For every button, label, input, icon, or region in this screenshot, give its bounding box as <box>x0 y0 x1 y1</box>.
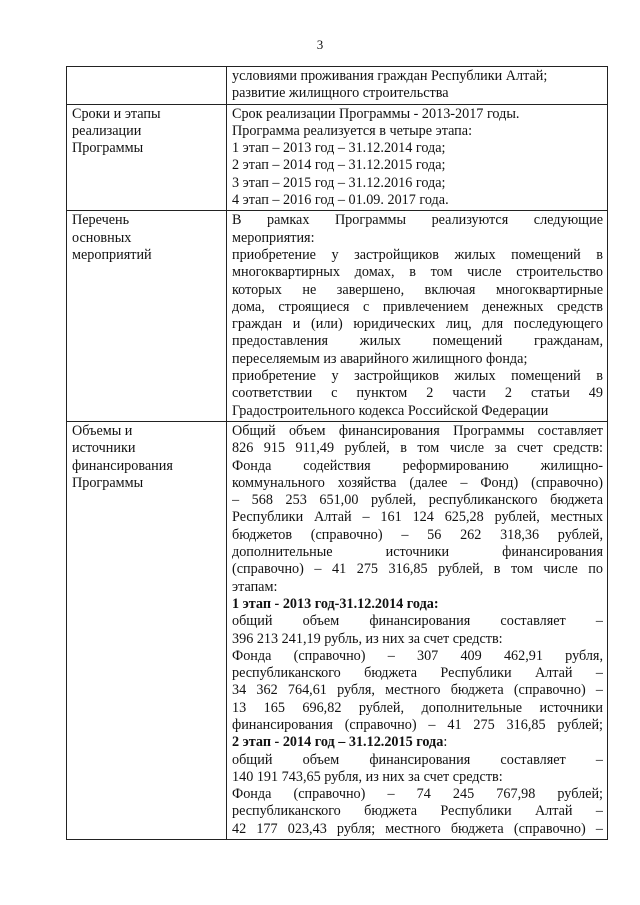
text-line: общий объем финансирования составляет – <box>232 613 603 630</box>
text-line: (справочно) – 41 275 316,85 рублей, в том числе по <box>232 561 603 578</box>
page-number: 3 <box>316 37 324 52</box>
text-line: 34 362 764,61 рубля, местного бюджета (справочно) – <box>232 682 603 699</box>
label-line: Программы <box>72 474 144 491</box>
row-value-cell <box>227 104 608 211</box>
text-line: республиканского бюджета Республики Алтай – <box>232 803 603 820</box>
text-line: условиями проживания граждан Республики Алтай; <box>232 68 548 84</box>
text-line: предоставления жилых помещений гражданам, <box>232 333 603 350</box>
label-line: основных <box>72 229 132 246</box>
text-line: приобретение у застройщиков жилых помещений в <box>232 246 603 263</box>
text-line: 3 этап – 2015 год – 31.12.2016 года; <box>232 174 446 191</box>
text-line: развитие жилищного строительства <box>232 85 449 102</box>
stage-heading-text: 2 этап - 2014 год – 31.12.2015 года <box>232 734 444 751</box>
text-line: приобретение у застройщиков жилых помещений в <box>232 368 603 385</box>
label-line: реализации <box>72 122 142 139</box>
text-line: общий объем финансирования составляет – <box>232 751 603 768</box>
text-line: 13 165 696,82 рублей, дополнительные источники <box>232 699 603 716</box>
text-line: соответствии с пунктом 2 части 2 статьи 49 <box>232 385 603 402</box>
label-line: Объемы и <box>72 422 133 439</box>
text-line: коммунального хозяйства (далее – Фонд) (справочно) <box>232 474 603 491</box>
text-line: Градостроительного кодекса Российской Федерации <box>232 402 549 419</box>
text-line: финансирования (справочно) – 41 275 316,85 рублей; <box>232 716 603 733</box>
text-line: Фонда содействия реформированию жилищно- <box>232 457 603 474</box>
text-line: граждан и (или) юридических лиц, для последующего <box>232 316 603 333</box>
label-line: финансирования <box>72 457 173 474</box>
stage-heading <box>232 596 603 613</box>
row-financing <box>67 421 608 839</box>
text-line: В рамках Программы реализуются следующие <box>232 212 603 229</box>
text-line: – 568 253 651,00 рублей, республиканского бюджета <box>232 492 603 509</box>
row-continuation <box>67 67 608 105</box>
text-line: мероприятия: <box>232 229 315 246</box>
label-line: Перечень <box>72 212 130 229</box>
text-line: дома, строящиеся с привлечением денежных средств <box>232 298 603 315</box>
stage-heading-suffix: : <box>443 734 448 751</box>
text-line: Срок реализации Программы - 2013-2017 годы. <box>232 105 520 122</box>
row-label-cell <box>67 421 227 839</box>
label-line: Сроки и этапы <box>72 105 161 122</box>
text-line: 826 915 911,49 рублей, в том числе за счет средств: <box>232 440 603 457</box>
text-line: Республики Алтай – 161 124 625,28 рублей, местных <box>232 509 603 526</box>
row-label-cell <box>67 104 227 211</box>
stage-heading <box>232 734 603 751</box>
text-line: переселяемым из аварийного жилищного фонда; <box>232 350 528 367</box>
text-line: 2 этап – 2014 год – 31.12.2015 года; <box>232 157 446 174</box>
text-line: бюджетов (справочно) – 56 262 318,36 рублей, <box>232 526 603 543</box>
text-line: 42 177 023,43 рубля; местного бюджета (справочно) – <box>232 820 603 837</box>
row-value-cell <box>227 421 608 839</box>
text-line: Программа реализуется в четыре этапа: <box>232 122 473 139</box>
label-line: мероприятий <box>72 246 152 263</box>
text-line: которых не завершено, включая многоквартирные <box>232 281 603 298</box>
text-line: дополнительные источники финансирования <box>232 544 603 561</box>
stage-heading-text: 1 этап - 2013 год-31.12.2014 года: <box>232 595 439 612</box>
text-line: 140 191 743,65 рубля, из них за счет средств: <box>232 768 503 785</box>
label-line: Программы <box>72 140 144 157</box>
row-value-cell <box>227 211 608 422</box>
label-line: источники <box>72 440 136 457</box>
text-line: Фонда (справочно) – 74 245 767,98 рублей; <box>232 786 603 803</box>
row-main-activities <box>67 211 608 422</box>
text-line: республиканского бюджета Республики Алтай – <box>232 665 603 682</box>
row-label-cell <box>67 67 227 105</box>
row-terms-and-stages <box>67 104 608 211</box>
row-value-cell <box>227 67 608 105</box>
text-line: этапам: <box>232 578 278 595</box>
text-line: 4 этап – 2016 год – 01.09. 2017 года. <box>232 192 449 209</box>
text-line: Общий объем финансирования Программы составляет <box>232 422 603 439</box>
text-line: Фонда (справочно) – 307 409 462,91 рубля, <box>232 647 603 664</box>
text-line: 1 этап – 2013 год – 31.12.2014 года; <box>232 140 446 157</box>
program-passport-table <box>66 66 608 840</box>
row-label-cell <box>67 211 227 422</box>
text-line: многоквартирных домах, в том числе строительство <box>232 264 603 281</box>
text-line: 396 213 241,19 рубль, из них за счет средств: <box>232 630 503 647</box>
